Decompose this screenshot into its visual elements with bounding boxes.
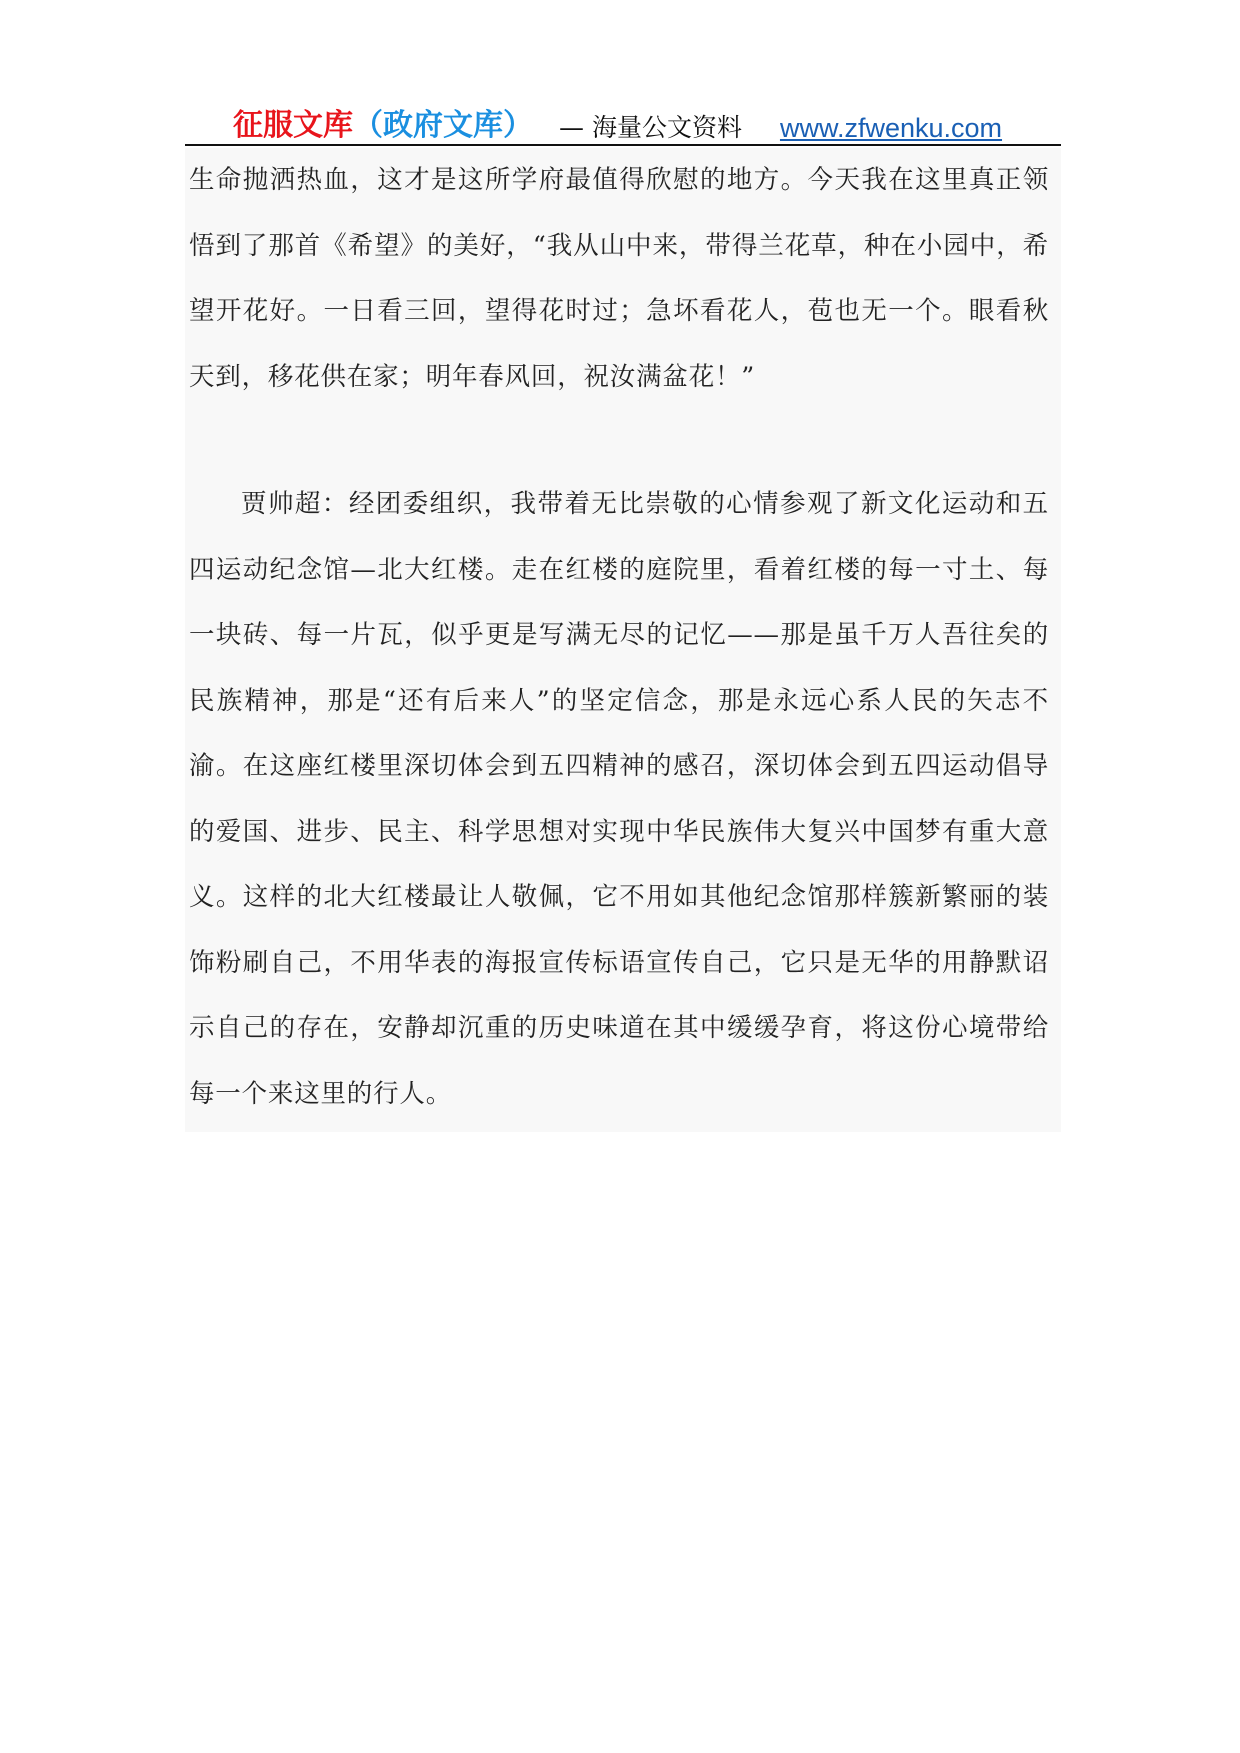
- document-body: [185, 148, 1061, 1132]
- header-tagline: — 海量公文资料: [559, 113, 742, 142]
- brand-name: 征服文库: [233, 108, 353, 143]
- brand-subtitle: （政府文库）: [353, 108, 533, 143]
- page-header: [185, 88, 1061, 144]
- site-link[interactable]: www.zfwenku.com: [779, 113, 1003, 143]
- paragraph-2: 贾帅超：经团委组织，我带着无比崇敬的心情参观了新文化运动和五四运动纪念馆—北大红楼。走在红楼的庭院里，看着红楼的每一寸土、每一块砖、每一片瓦，似乎更是写满无尽的记忆——那是虽千万人吾往矣的民族精神，那是“还有后来人”的坚定信念，那是永远心系人民的矢志不渝。在这座红楼里深切体会到五四精神的感召，深切体会到五四运动倡导的爱国、进步、民主、科学思想对实现中华民族伟大复兴中国梦有重大意义。这样的北大红楼最让人敬佩，它不用如其他纪念馆那样簇新繁丽的装饰粉刷自己，不用华表的海报宣传标语宣传自己，它只是无华的用静默诏示自己的存在，安静却沉重的历史味道在其中缓缓孕育，将这份心境带给每一个来这里的行人。: [189, 489, 1049, 1109]
- paragraph-1: 生命抛洒热血，这才是这所学府最值得欣慰的地方。今天我在这里真正领悟到了那首《希望》的美好，“我从山中来，带得兰花草，种在小园中，希望开花好。一日看三回，望得花时过；急坏看花人，苞也无一个。眼看秋天到，移花供在家；明年春风回，祝汝满盆花！”: [189, 165, 1049, 392]
- header-divider: [185, 144, 1061, 146]
